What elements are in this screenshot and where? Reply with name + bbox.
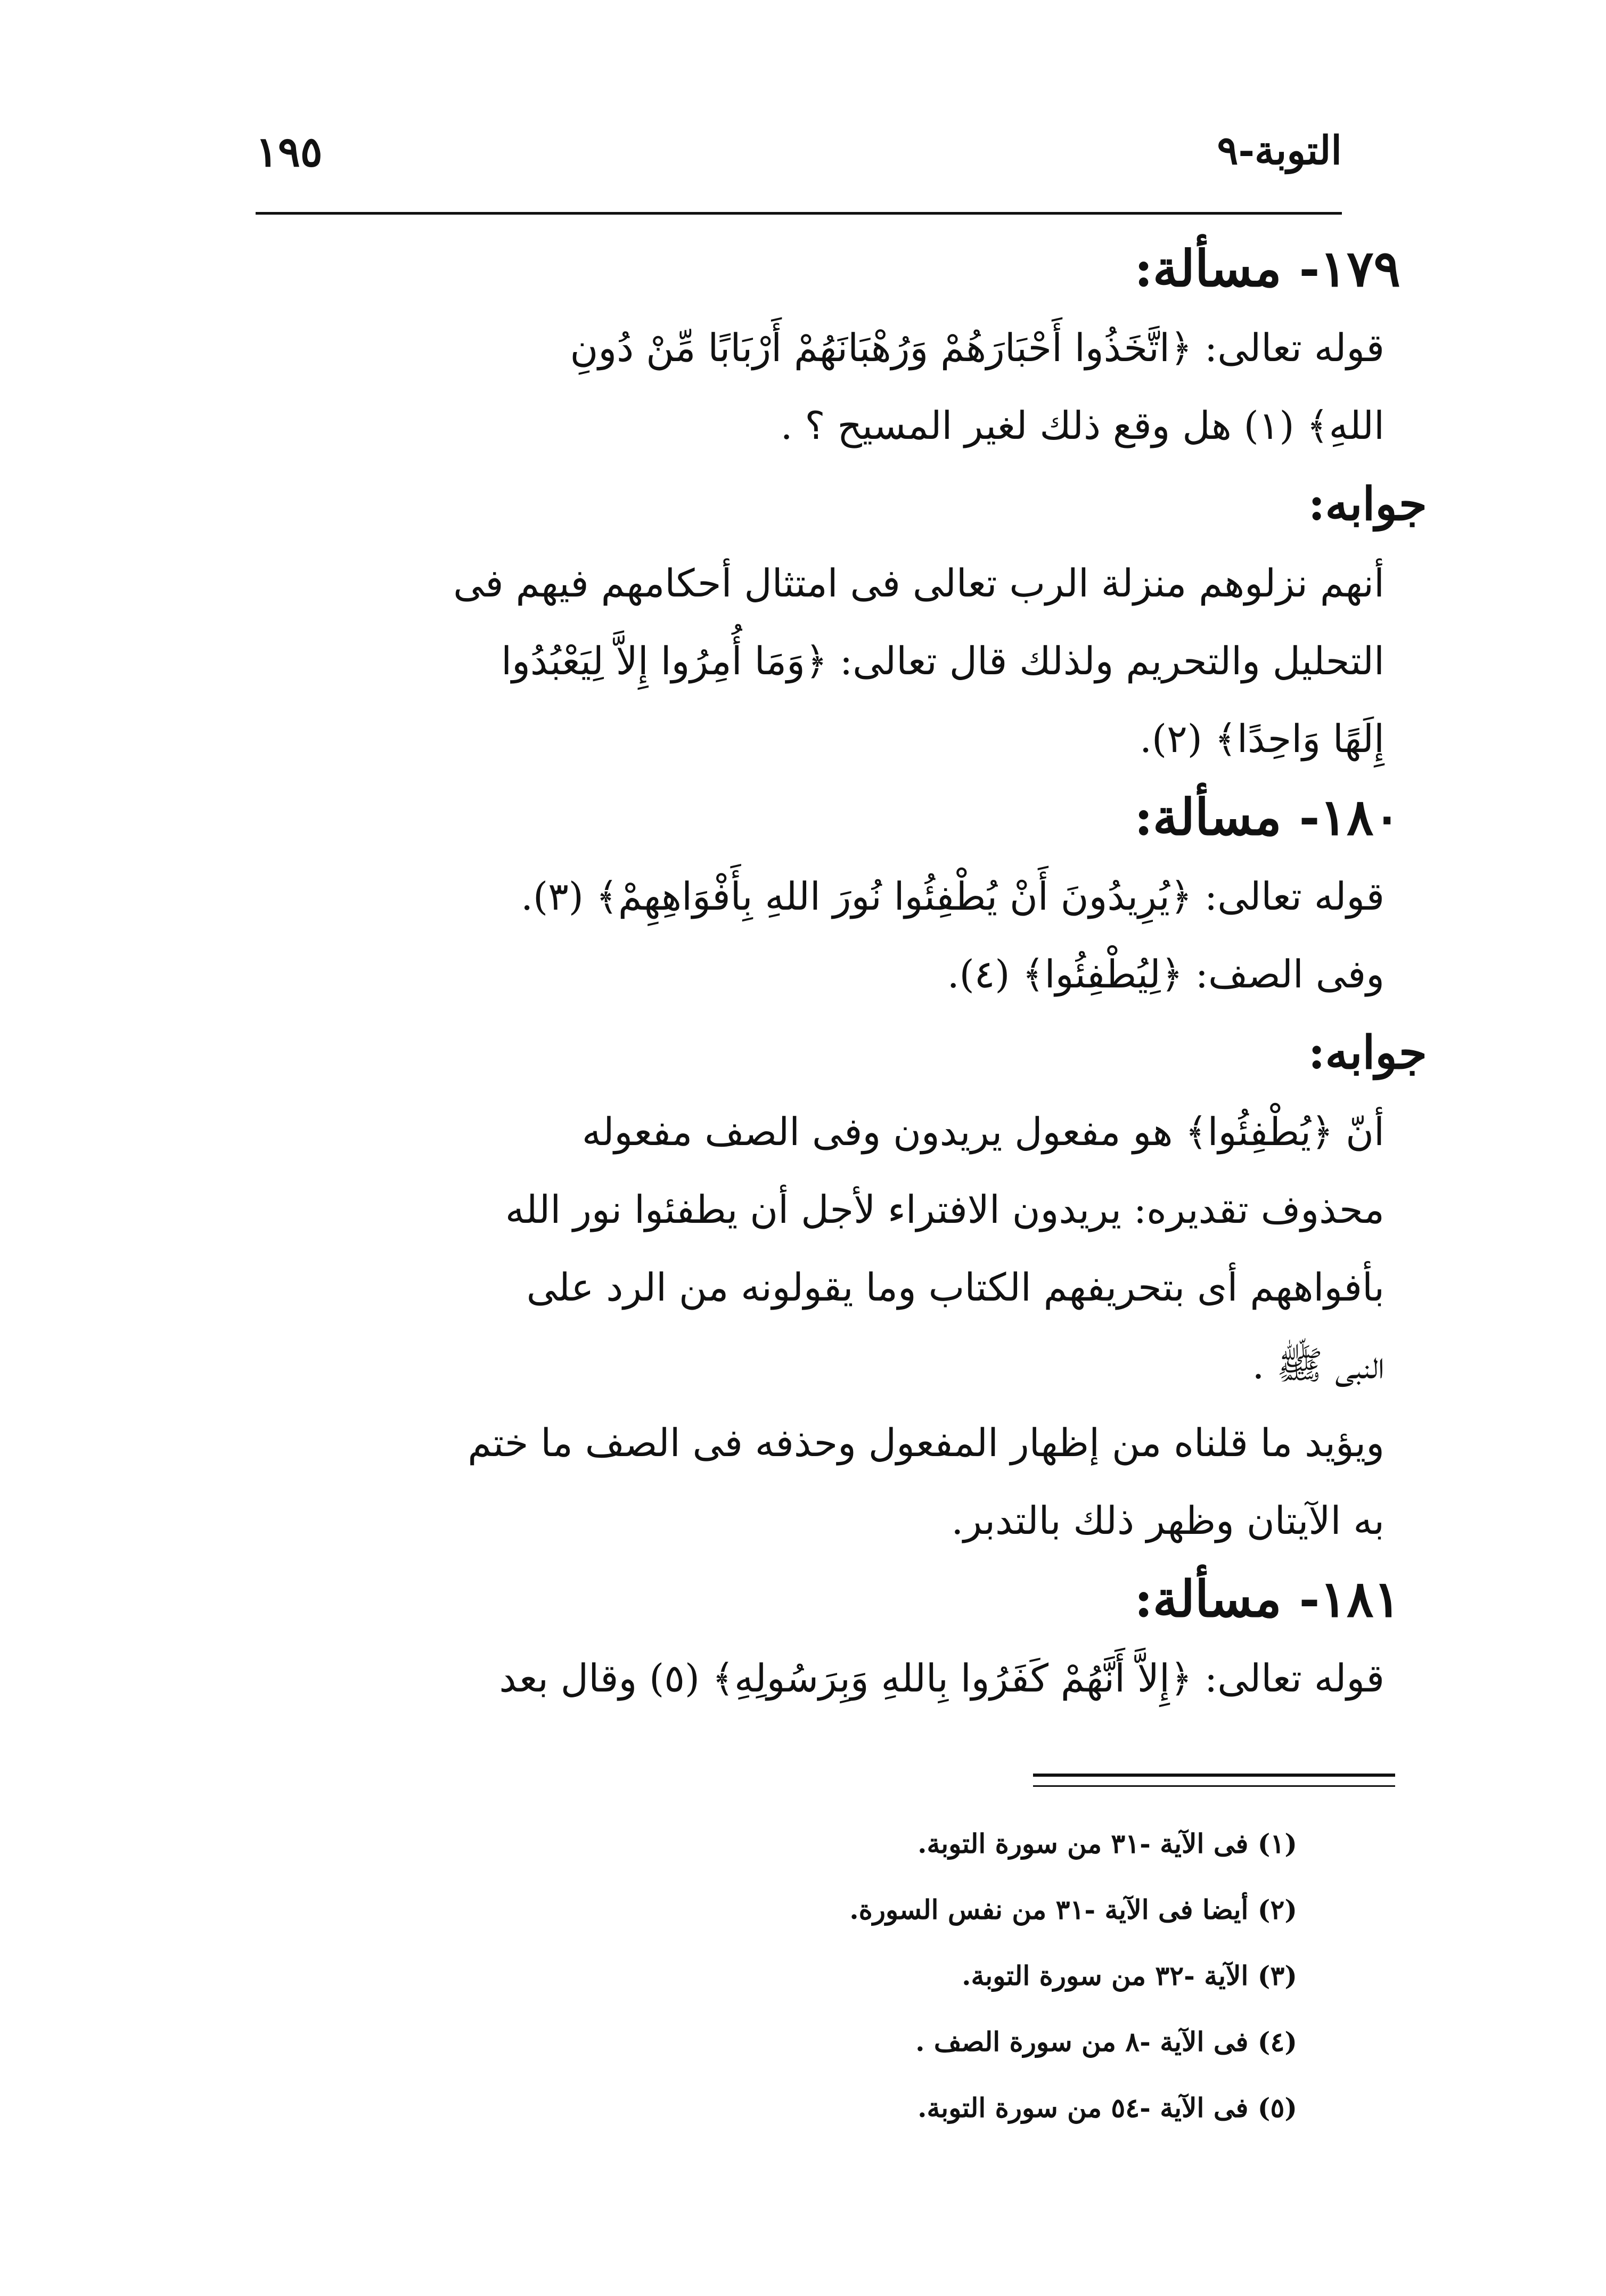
masala-181 xyxy=(256,1559,1400,1717)
text-line: به الآيتان وظهر ذلك بالتدبر. xyxy=(951,1498,1384,1543)
footnote: (١) فى الآية -٣١ من سورة التوبة. xyxy=(917,1828,1297,1859)
page-header xyxy=(256,128,1342,202)
footnote: (٤) فى الآية -٨ من سورة الصف . xyxy=(915,2026,1297,2057)
text-line: أنّ ﴿يُطْفِئُوا﴾ هو مفعول يريدون وفى الصف مفعوله xyxy=(581,1109,1384,1154)
footnote-divider-thin xyxy=(1033,1785,1395,1787)
question-text xyxy=(256,1639,1384,1717)
answer-heading: جوابه: xyxy=(1308,477,1427,531)
page-body xyxy=(256,229,1427,1717)
text-line: وفى الصف: ﴿لِيُطْفِئُوا﴾ (٤). xyxy=(947,952,1384,996)
masala-heading: ١٨٠- مسألة: xyxy=(1134,788,1400,847)
answer-text xyxy=(256,1093,1384,1559)
footnote: (٢) أيضا فى الآية -٣١ من نفس السورة. xyxy=(849,1894,1297,1925)
text-line: بأفواههم أى بتحريفهم الكتاب وما يقولونه من الرد على xyxy=(526,1265,1384,1310)
text-line: اللهِ﴾ (١) هل وقع ذلك لغير المسيح ؟ . xyxy=(780,403,1384,448)
text-line: أنهم نزلوهم منزلة الرب تعالى فى امتثال أحكامهم فيهم فى xyxy=(453,561,1384,606)
text-line: قوله تعالى: ﴿يُرِيدُونَ أَنْ يُطْفِئُوا نُورَ اللهِ بِأَفْوَاهِهِمْ﴾ (٣). xyxy=(521,874,1384,919)
footnote: (٥) فى الآية -٥٤ من سورة التوبة. xyxy=(917,2092,1297,2123)
answer-text xyxy=(256,544,1384,778)
text-line: التحليل والتحريم ولذلك قال تعالى: ﴿وَمَا أُمِرُوا إِلاَّ لِيَعْبُدُوا xyxy=(501,639,1384,683)
masala-179 xyxy=(256,229,1427,778)
text-line: قوله تعالى: ﴿إِلاَّ أَنَّهُمْ كَفَرُوا بِاللهِ وَبِرَسُولِهِ﴾ (٥) وقال بعد xyxy=(499,1656,1384,1701)
page-number: ١٩٥ xyxy=(256,128,323,176)
footnote-divider xyxy=(1033,1774,1395,1777)
text-line: النبى ﷺ . xyxy=(1252,1343,1384,1387)
answer-heading: جوابه: xyxy=(1308,1026,1427,1080)
text-line: محذوف تقديره: يريدون الافتراء لأجل أن يطفئوا نور الله xyxy=(505,1187,1384,1232)
footnotes xyxy=(552,1811,1297,2141)
header-divider xyxy=(256,212,1342,215)
question-text xyxy=(256,309,1384,464)
question-text xyxy=(256,857,1384,1013)
masala-heading: ١٧٩- مسألة: xyxy=(1134,240,1400,298)
text-line: إِلَهًا وَاحِدًا﴾ (٢). xyxy=(1140,716,1384,761)
text-line: قوله تعالى: ﴿اتَّخَذُوا أَحْبَارَهُمْ وَرُهْبَانَهُمْ أَرْبَابًا مِّنْ دُونِ xyxy=(570,325,1384,370)
running-head: التوبة-٩ xyxy=(1217,128,1342,174)
masala-heading: ١٨١- مسألة: xyxy=(1134,1570,1400,1629)
text-line: ويؤيد ما قلناه من إظهار المفعول وحذفه فى الصف ما ختم xyxy=(468,1420,1384,1465)
masala-180 xyxy=(256,778,1427,1559)
footnote: (٣) الآية -٣٢ من سورة التوبة. xyxy=(962,1960,1297,1991)
